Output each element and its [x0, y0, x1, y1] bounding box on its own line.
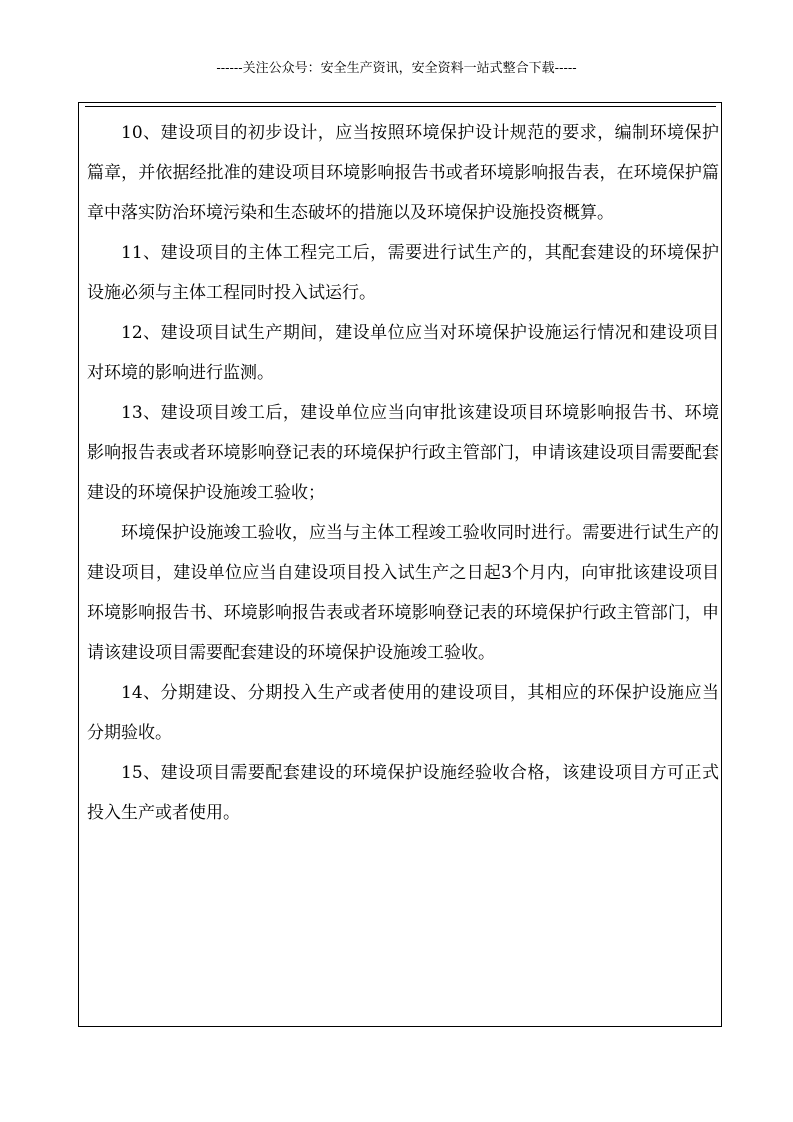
- paragraph-item-15: 15、建设项目需要配套建设的环境保护设施经验收合格，该建设项目方可正式投入生产或者使用。: [87, 763, 719, 823]
- paragraph-item-12: 12、建设项目试生产期间，建设单位应当对环境保护设施运行情况和建设项目对环境的影响进行监测。: [87, 323, 719, 383]
- paragraph-acceptance-note: 环境保护设施竣工验收，应当与主体工程竣工验收同时进行。需要进行试生产的建设项目，建设单位应当自建设项目投入试生产之日起3个月内，向审批该建设项目环境影响报告书、环境影响报告表或者环境影响登记表的环境保护行政主管部门，申请该建设项目需要配套建设的环境保护设施竣工验收。: [87, 523, 719, 663]
- document-table-cell: [78, 102, 722, 1027]
- document-body: [87, 113, 719, 833]
- top-rule-divider: [85, 106, 716, 107]
- paragraph-item-14: 14、分期建设、分期投入生产或者使用的建设项目，其相应的环保护设施应当分期验收。: [87, 683, 719, 743]
- paragraph-item-11: 11、建设项目的主体工程完工后，需要进行试生产的，其配套建设的环境保护设施必须与主体工程同时投入试运行。: [87, 243, 719, 303]
- page-header-banner: ------关注公众号：安全生产资讯，安全资料一站式整合下载-----: [216, 61, 577, 76]
- paragraph-item-13: 13、建设项目竣工后，建设单位应当向审批该建设项目环境影响报告书、环境影响报告表或者环境影响登记表的环境保护行政主管部门，申请该建设项目需要配套建设的环境保护设施竣工验收；: [87, 403, 719, 503]
- paragraph-item-10: 10、建设项目的初步设计，应当按照环境保护设计规范的要求，编制环境保护篇章，并依据经批准的建设项目环境影响报告书或者环境影响报告表，在环境保护篇章中落实防治环境污染和生态破坏的措施以及环境保护设施投资概算。: [87, 123, 719, 223]
